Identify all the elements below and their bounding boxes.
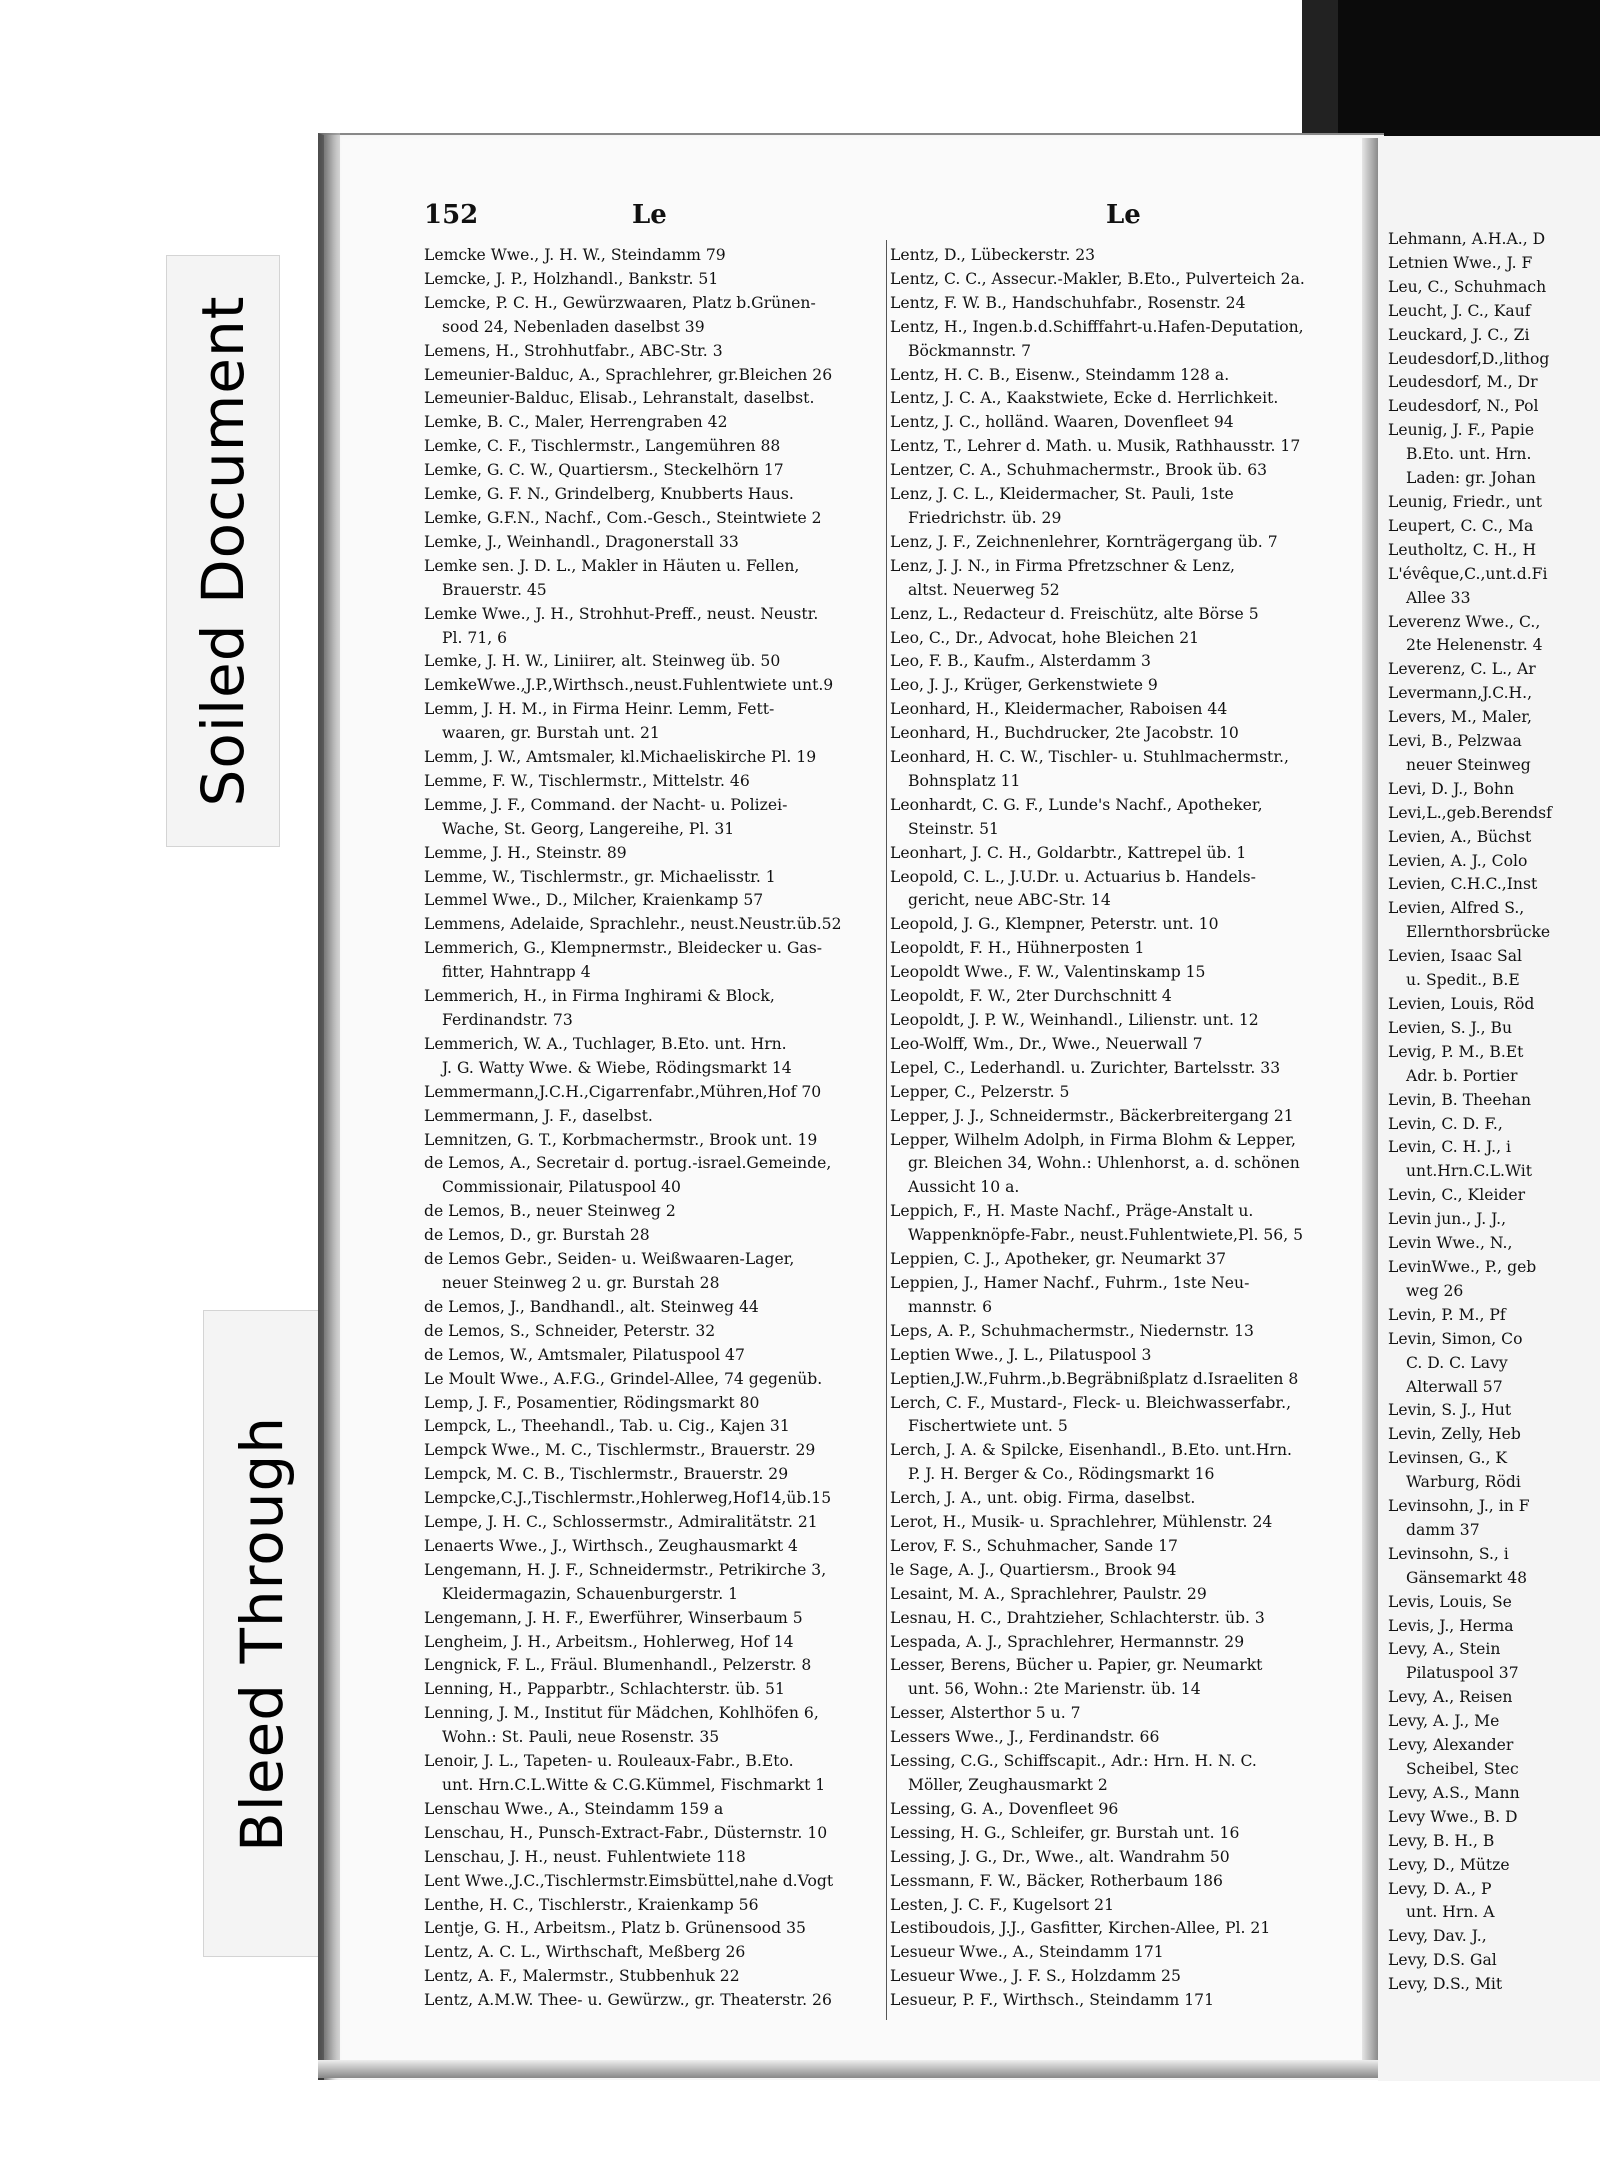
directory-entry: Lentz, H., Ingen.b.d.Schifffahrt-u.Hafen-Deputation, xyxy=(890,317,1304,336)
directory-entry: de Lemos Gebr., Seiden- u. Weißwaaren-Lager, xyxy=(424,1250,795,1269)
directory-entry: Levin, S. J., Hut xyxy=(1388,1401,1512,1420)
bleed-through-label xyxy=(203,1310,321,1957)
directory-entry: de Lemos, W., Amtsmaler, Pilatuspool 47 xyxy=(424,1345,745,1364)
soiled-document-label-text: Soiled Document xyxy=(189,295,257,807)
directory-entry: Lemke, J. H. W., Liniirer, alt. Steinweg üb. 50 xyxy=(424,652,781,671)
directory-entry: Lesser, Berens, Bücher u. Papier, gr. Neumarkt xyxy=(890,1656,1263,1675)
directory-entry: Fischertwiete unt. 5 xyxy=(908,1417,1068,1436)
directory-entry: Lenthe, H. C., Tischlerstr., Kraienkamp 56 xyxy=(424,1895,759,1914)
directory-entry: Levin, C. D. F., xyxy=(1388,1114,1503,1133)
directory-entry: Lenz, J. F., Zeichnenlehrer, Kornträgergang üb. 7 xyxy=(890,532,1278,551)
directory-entry: Levien, Alfred S., xyxy=(1388,899,1525,918)
directory-entry: Lerch, J. A. & Spilcke, Eisenhandl., B.Eto. unt.Hrn. xyxy=(890,1441,1292,1460)
directory-entry: Lent Wwe.,J.C.,Tischlermstr.Eimsbüttel,nahe d.Vogt xyxy=(424,1871,834,1890)
page-number: 152 xyxy=(424,200,479,230)
directory-entry: Leopold, J. G., Klempner, Peterstr. unt. 10 xyxy=(890,915,1219,934)
directory-entry: Levi,L.,geb.Berendsf xyxy=(1388,803,1552,822)
directory-entry: Ferdinandstr. 73 xyxy=(442,1011,573,1029)
directory-entry: Lengemann, H. J. F., Schneidermstr., Petrikirche 3, xyxy=(424,1560,827,1579)
directory-entry: Alterwall 57 xyxy=(1406,1377,1503,1396)
directory-entry: Leo-Wolff, Wm., Dr., Wwe., Neuerwall 7 xyxy=(890,1034,1203,1053)
directory-entry: Lemeunier-Balduc, Elisab., Lehranstalt, daselbst. xyxy=(424,389,815,408)
directory-entry: Lestiboudois, J.J., Gasfitter, Kirchen-Allee, Pl. 21 xyxy=(890,1919,1271,1938)
directory-entry: Lesten, J. C. F., Kugelsort 21 xyxy=(890,1895,1114,1914)
directory-entry: Lessmann, F. W., Bäcker, Rotherbaum 186 xyxy=(890,1871,1223,1890)
directory-entry: Lessing, J. G., Dr., Wwe., alt. Wandrahm 50 xyxy=(890,1847,1230,1866)
spine-shadow xyxy=(318,133,340,2078)
directory-entry: de Lemos, J., Bandhandl., alt. Steinweg 44 xyxy=(424,1297,759,1316)
directory-entry: Leo, C., Dr., Advocat, hohe Bleichen 21 xyxy=(890,628,1200,647)
directory-entry: Lenschau, H., Punsch-Extract-Fabr., Düsternstr. 10 xyxy=(424,1823,828,1842)
directory-entry: Levien, S. J., Bu xyxy=(1388,1018,1513,1037)
directory-entry: Böckmannstr. 7 xyxy=(908,341,1032,360)
directory-entry: altst. Neuerweg 52 xyxy=(908,580,1060,599)
directory-entry: Lerch, C. F., Mustard-, Fleck- u. Bleichwasserfabr., xyxy=(890,1393,1292,1412)
directory-entry: L'évêque,C.,unt.d.Fi xyxy=(1388,564,1548,583)
directory-entry: Leppien, J., Hamer Nachf., Fuhrm., 1ste Neu- xyxy=(890,1273,1250,1292)
directory-entry: Lesueur Wwe., J. F. S., Holzdamm 25 xyxy=(890,1967,1181,1986)
directory-entry: Wohn.: St. Pauli, neue Rosenstr. 35 xyxy=(442,1728,720,1747)
directory-entry: Leopold, C. L., J.U.Dr. u. Actuarius b. Handels- xyxy=(890,867,1256,886)
directory-entry: Levinsohn, J., in F xyxy=(1388,1497,1530,1516)
directory-entry: Lemme, J. H., Steinstr. 89 xyxy=(424,843,627,862)
directory-entry: Lemke, G. F. N., Grindelberg, Knubberts Haus. xyxy=(424,485,794,504)
directory-entry: Lentz, A.M.W. Thee- u. Gewürzw., gr. Theaterstr. 26 xyxy=(424,1991,832,2010)
directory-entry: Levien, A., Büchst xyxy=(1388,827,1532,846)
directory-entry: Lemmerich, W. A., Tuchlager, B.Eto. unt. Hrn. xyxy=(424,1034,787,1053)
directory-entry: Lempcke,C.J.,Tischlermstr.,Hohlerweg,Hof14,üb.15 xyxy=(424,1489,832,1508)
directory-entry: Levin, Zelly, Heb xyxy=(1388,1425,1521,1444)
directory-entry: Aussicht 10 a. xyxy=(908,1178,1020,1197)
right-running-head: Le xyxy=(1106,200,1141,230)
directory-entry: Levinsen, G., K xyxy=(1388,1449,1508,1468)
directory-entry: Lessing, C.G., Schiffscapit., Adr.: Hrn. H. N. C. xyxy=(890,1752,1257,1771)
directory-entry: Lemke, J., Weinhandl., Dragonerstall 33 xyxy=(424,532,739,551)
directory-entry: Levy, A., Reisen xyxy=(1388,1688,1513,1707)
directory-entry: unt. Hrn.C.L.Witte & C.G.Kümmel, Fischmarkt 1 xyxy=(442,1776,826,1794)
directory-entry: Leutholtz, C. H., H xyxy=(1388,540,1537,559)
directory-entry: Lesueur, P. F., Wirthsch., Steindamm 171 xyxy=(890,1991,1214,2010)
directory-entry: Levy, D. A., P xyxy=(1388,1879,1492,1898)
directory-entry: Lesueur Wwe., A., Steindamm 171 xyxy=(890,1943,1164,1962)
directory-entry: Levers, M., Maler, xyxy=(1388,708,1533,727)
directory-entry: Lengemann, J. H. F., Ewerführer, Winserbaum 5 xyxy=(424,1608,803,1627)
directory-entry: Leptien Wwe., J. L., Pilatuspool 3 xyxy=(890,1345,1152,1364)
directory-entry: neuer Steinweg xyxy=(1406,755,1531,774)
directory-entry: unt. 56, Wohn.: 2te Marienstr. üb. 14 xyxy=(908,1680,1201,1699)
directory-entry: Levin, B. Theehan xyxy=(1388,1090,1531,1109)
directory-entry: Lentz, C. C., Assecur.-Makler, B.Eto., Pulverteich 2a. xyxy=(890,269,1305,288)
directory-entry: Adr. b. Portier xyxy=(1406,1066,1518,1085)
directory-entry: Lessing, H. G., Schleifer, gr. Burstah unt. 16 xyxy=(890,1823,1240,1842)
black-tape-corner xyxy=(1302,0,1600,136)
directory-entry: Commissionair, Pilatuspool 40 xyxy=(442,1178,681,1197)
directory-entry: Lempck, M. C. B., Tischlermstr., Brauerstr. 29 xyxy=(424,1465,789,1484)
directory-entry: Brauerstr. 45 xyxy=(442,580,547,599)
directory-entry: Levin, Simon, Co xyxy=(1388,1329,1523,1348)
directory-entry: Lentje, G. H., Arbeitsm., Platz b. Grünensood 35 xyxy=(424,1919,806,1938)
directory-entry: Lesaint, M. A., Sprachlehrer, Paulstr. 29 xyxy=(890,1584,1207,1603)
directory-entry: weg 26 xyxy=(1406,1281,1464,1300)
directory-entry: Leu, C., Schuhmach xyxy=(1388,277,1547,296)
directory-entry: Lerot, H., Musik- u. Sprachlehrer, Mühlenstr. 24 xyxy=(890,1513,1273,1532)
directory-entry: Lepel, C., Lederhandl. u. Zurichter, Bartelsstr. 33 xyxy=(890,1058,1281,1077)
directory-entry: Leps, A. P., Schuhmachermstr., Niedernstr. 13 xyxy=(890,1321,1254,1340)
directory-entry: gr. Bleichen 34, Wohn.: Uhlenhorst, a. d. schönen xyxy=(908,1154,1300,1173)
directory-entry: Lesnau, H. C., Drahtzieher, Schlachterstr. üb. 3 xyxy=(890,1608,1265,1627)
directory-entry: Levien, Isaac Sal xyxy=(1388,947,1522,966)
directory-entry: Levin, C., Kleider xyxy=(1388,1186,1526,1205)
directory-entry: Lemmerich, H., in Firma Inghirami & Block, xyxy=(424,987,775,1006)
directory-entry: P. J. H. Berger & Co., Rödingsmarkt 16 xyxy=(908,1465,1215,1484)
directory-entry: Leudesdorf, N., Pol xyxy=(1388,397,1539,416)
directory-entry: unt. Hrn. A xyxy=(1406,1903,1495,1922)
directory-entry: Levien, Louis, Röd xyxy=(1388,995,1535,1013)
directory-entry: Pilatuspool 37 xyxy=(1406,1664,1519,1683)
left-column xyxy=(424,244,886,2013)
directory-entry: Levy, A.S., Mann xyxy=(1388,1783,1520,1802)
directory-entry: Leo, F. B., Kaufm., Alsterdamm 3 xyxy=(890,652,1151,671)
directory-entry: Leopoldt, F. W., 2ter Durchschnitt 4 xyxy=(890,987,1172,1006)
directory-entry: Levy, D., Mütze xyxy=(1388,1855,1510,1874)
directory-entry: Leucht, J. C., Kauf xyxy=(1388,301,1531,320)
directory-entry: Leonhardt, C. G. F., Lunde's Nachf., Apotheker, xyxy=(890,795,1263,814)
directory-entry: Levis, Louis, Se xyxy=(1388,1592,1512,1611)
directory-entry: de Lemos, B., neuer Steinweg 2 xyxy=(424,1202,676,1221)
directory-entry: de Lemos, A., Secretair d. portug.-israel.Gemeinde, xyxy=(424,1154,832,1173)
directory-entry: Lemmermann,J.C.H.,Cigarrenfabr.,Mühren,Hof 70 xyxy=(424,1082,822,1101)
directory-entry: Lerov, F. S., Schuhmacher, Sande 17 xyxy=(890,1536,1178,1555)
directory-entry: Laden: gr. Johan xyxy=(1406,469,1536,488)
directory-entry: Levin jun., J. J., xyxy=(1388,1210,1507,1229)
directory-entry: le Sage, A. J., Quartiersm., Brook 94 xyxy=(890,1560,1177,1579)
directory-entry: Levien, C.H.C.,Inst xyxy=(1388,875,1538,894)
directory-entry: neuer Steinweg 2 u. gr. Burstah 28 xyxy=(442,1273,720,1292)
directory-entry: Lemmens, Adelaide, Sprachlehr., neust.Neustr.üb.52 xyxy=(424,915,842,934)
directory-entry: Lenoir, J. L., Tapeten- u. Rouleaux-Fabr., B.Eto. xyxy=(424,1752,794,1771)
directory-entry: Lemp, J. F., Posamentier, Rödingsmarkt 80 xyxy=(424,1393,760,1412)
directory-entry: Lenning, J. M., Institut für Mädchen, Kohlhöfen 6, xyxy=(424,1704,819,1723)
directory-entry: Levy, D.S. Gal xyxy=(1388,1951,1497,1970)
directory-entry: Lempe, J. H. C., Schlossermstr., Admiralitätstr. 21 xyxy=(424,1513,818,1532)
directory-entry: Levy, Alexander xyxy=(1388,1736,1514,1755)
directory-entry: Le Moult Wwe., A.F.G., Grindel-Allee, 74 gegenüb. xyxy=(424,1369,823,1388)
directory-entry: Allee 33 xyxy=(1406,588,1471,607)
directory-entry: Lenaerts Wwe., J., Wirthsch., Zeughausmarkt 4 xyxy=(424,1536,798,1555)
directory-entry: Lentzer, C. A., Schuhmachermstr., Brook üb. 63 xyxy=(890,461,1268,480)
directory-entry: Lemm, J. W., Amtsmaler, kl.Michaeliskirche Pl. 19 xyxy=(424,748,817,767)
directory-entry: Möller, Zeughausmarkt 2 xyxy=(908,1776,1108,1794)
directory-entry: Lemke, C. F., Tischlermstr., Langemühren 88 xyxy=(424,437,781,456)
directory-entry: Lentz, A. C. L., Wirthschaft, Meßberg 26 xyxy=(424,1943,746,1962)
directory-entry: Leonhard, H., Kleidermacher, Raboisen 44 xyxy=(890,700,1228,719)
directory-entry: Levy, A. J., Me xyxy=(1388,1712,1500,1731)
directory-entry: Levin, P. M., Pf xyxy=(1388,1305,1506,1324)
directory-entry: Lemke sen. J. D. L., Makler in Häuten u. Fellen, xyxy=(424,556,800,575)
directory-entry: Wache, St. Georg, Langereihe, Pl. 31 xyxy=(442,819,735,838)
directory-entry: Lemcke, P. C. H., Gewürzwaaren, Platz b.Grünen- xyxy=(424,293,816,312)
directory-entry: Lemens, H., Strohhutfabr., ABC-Str. 3 xyxy=(424,341,723,360)
directory-entry: Lemme, J. F., Command. der Nacht- u. Polizei- xyxy=(424,795,788,814)
directory-entry: Leonhart, J. C. H., Goldarbtr., Kattrepel üb. 1 xyxy=(890,843,1247,862)
directory-entry: Lenning, H., Papparbtr., Schlachterstr. üb. 51 xyxy=(424,1680,785,1699)
directory-entry: Lenz, L., Redacteur d. Freischütz, alte Börse 5 xyxy=(890,604,1259,623)
directory-entry: B.Eto. unt. Hrn. xyxy=(1406,445,1532,464)
directory-entry: Levin, C. H. J., i xyxy=(1388,1138,1512,1157)
directory-entry: J. G. Watty Wwe. & Wiebe, Rödingsmarkt 14 xyxy=(442,1058,792,1077)
directory-entry: Scheibel, Stec xyxy=(1406,1760,1519,1778)
directory-entry: Lentz, J. C., holländ. Waaren, Dovenfleet 94 xyxy=(890,413,1234,432)
directory-entry: Levy, B. H., B xyxy=(1388,1831,1495,1850)
directory-entry: unt.Hrn.C.L.Wit xyxy=(1406,1162,1533,1181)
directory-entry: Lespada, A. J., Sprachlehrer, Hermannstr. 29 xyxy=(890,1632,1245,1651)
directory-entry: 2te Helenenstr. 4 xyxy=(1406,636,1543,655)
directory-entry: Levi, B., Pelzwaa xyxy=(1388,732,1522,751)
directory-entry: Friedrichstr. üb. 29 xyxy=(908,508,1062,527)
directory-entry: Wappenknöpfe-Fabr., neust.Fuhlentwiete,Pl. 56, 5 xyxy=(908,1226,1304,1245)
directory-entry: Lemm, J. H. M., in Firma Heinr. Lemm, Fett- xyxy=(424,700,775,719)
directory-entry: Levinsohn, S., i xyxy=(1388,1544,1509,1563)
directory-entry: Pl. 71, 6 xyxy=(442,628,508,647)
directory-entry: Levin Wwe., N., xyxy=(1388,1234,1513,1253)
directory-entry: Steinstr. 51 xyxy=(908,819,999,838)
directory-entry: Leverenz, C. L., Ar xyxy=(1388,660,1536,679)
directory-entry: Warburg, Rödi xyxy=(1406,1473,1521,1492)
directory-entry: Lenschau Wwe., A., Steindamm 159 a xyxy=(424,1799,724,1818)
directory-entry: fitter, Hahntrapp 4 xyxy=(442,963,591,982)
directory-entry: Lehmann, A.H.A., D xyxy=(1388,230,1546,248)
directory-entry: Leopoldt Wwe., F. W., Valentinskamp 15 xyxy=(890,963,1206,982)
directory-entry: Leunig, Friedr., unt xyxy=(1388,492,1542,511)
directory-entry: Lepper, C., Pelzerstr. 5 xyxy=(890,1082,1070,1101)
directory-entry: de Lemos, D., gr. Burstah 28 xyxy=(424,1226,650,1245)
directory-entry: Levy, A., Stein xyxy=(1388,1640,1501,1659)
facing-page-column xyxy=(1388,228,1600,1997)
directory-entry: Lemcke Wwe., J. H. W., Steindamm 79 xyxy=(424,246,726,264)
directory-entry: damm 37 xyxy=(1406,1520,1480,1539)
directory-entry: Lentz, T., Lehrer d. Math. u. Musik, Rathhausstr. 17 xyxy=(890,437,1301,456)
page-bottom-edge xyxy=(318,2060,1378,2078)
directory-entry: Lepper, Wilhelm Adolph, in Firma Blohm & Lepper, xyxy=(890,1130,1296,1149)
directory-entry: Letnien Wwe., J. F xyxy=(1388,253,1533,272)
directory-entry: Lentz, A. F., Malermstr., Stubbenhuk 22 xyxy=(424,1967,740,1986)
directory-entry: Levy Wwe., B. D xyxy=(1388,1807,1518,1826)
directory-entry: C. D. C. Lavy xyxy=(1406,1353,1508,1372)
directory-entry: Lessers Wwe., J., Ferdinandstr. 66 xyxy=(890,1728,1160,1747)
directory-entry: Leptien,J.W.,Fuhrm.,b.Begräbnißplatz d.Israeliten 8 xyxy=(890,1369,1299,1388)
directory-entry: Levien, A. J., Colo xyxy=(1388,851,1528,870)
directory-entry: Leupert, C. C., Ma xyxy=(1388,516,1534,535)
directory-entry: Leunig, J. F., Papie xyxy=(1388,421,1535,440)
directory-entry: Levig, P. M., B.Et xyxy=(1388,1042,1524,1061)
directory-entry: LemkeWwe.,J.P.,Wirthsch.,neust.Fuhlentwiete unt.9 xyxy=(424,676,834,695)
directory-entry: Lemme, W., Tischlermstr., gr. Michaelisstr. 1 xyxy=(424,867,776,886)
column-rule xyxy=(886,240,887,2020)
tape-edge xyxy=(1302,0,1338,136)
directory-entry: Lemmel Wwe., D., Milcher, Kraienkamp 57 xyxy=(424,891,764,910)
directory-entry: Lentz, D., Lübeckerstr. 23 xyxy=(890,246,1096,264)
directory-entry: Leudesdorf, M., Dr xyxy=(1388,373,1538,392)
directory-entry: Lemmermann, J. F., daselbst. xyxy=(424,1106,653,1125)
directory-entry: Lenz, J. J. N., in Firma Pfretzschner & Lenz, xyxy=(890,556,1235,575)
directory-entry: Leopoldt, F. H., Hühnerposten 1 xyxy=(890,939,1145,958)
directory-entry: de Lemos, S., Schneider, Peterstr. 32 xyxy=(424,1321,716,1340)
directory-entry: Levis, J., Herma xyxy=(1388,1616,1514,1635)
directory-entry: LevinWwe., P., geb xyxy=(1388,1257,1537,1276)
directory-entry: Leopoldt, J. P. W., Weinhandl., Lilienstr. unt. 12 xyxy=(890,1011,1259,1029)
directory-entry: Lemme, F. W., Tischlermstr., Mittelstr. 46 xyxy=(424,771,750,790)
directory-entry: Lengnick, F. L., Fräul. Blumenhandl., Pelzerstr. 8 xyxy=(424,1656,812,1675)
directory-entry: u. Spedit., B.E xyxy=(1406,971,1520,990)
bleed-through-label-text: Bleed Through xyxy=(228,1415,296,1852)
left-running-head: Le xyxy=(632,200,667,230)
directory-entry: Lemke, B. C., Maler, Herrengraben 42 xyxy=(424,413,728,432)
directory-entry: Levy, Dav. J., xyxy=(1388,1927,1487,1946)
directory-entry: gericht, neue ABC-Str. 14 xyxy=(908,891,1111,910)
directory-entry: waaren, gr. Burstah unt. 21 xyxy=(442,724,660,743)
directory-entry: Lemnitzen, G. T., Korbmachermstr., Brook unt. 19 xyxy=(424,1130,818,1149)
directory-entry: Leonhard, H. C. W., Tischler- u. Stuhlmachermstr., xyxy=(890,748,1289,767)
directory-entry: Lepper, J. J., Schneidermstr., Bäckerbreitergang 21 xyxy=(890,1106,1294,1125)
directory-entry: Lempck, L., Theehandl., Tab. u. Cig., Kajen 31 xyxy=(424,1417,790,1436)
directory-entry: Leppien, C. J., Apotheker, gr. Neumarkt 37 xyxy=(890,1250,1227,1269)
directory-entry: Leudesdorf,D.,lithog xyxy=(1388,349,1550,368)
directory-entry: Leppich, F., H. Maste Nachf., Präge-Anstalt u. xyxy=(890,1202,1254,1221)
page-gutter xyxy=(1362,138,1378,2078)
directory-entry: Lesser, Alsterthor 5 u. 7 xyxy=(890,1704,1081,1723)
directory-entry: Lemcke, J. P., Holzhandl., Bankstr. 51 xyxy=(424,269,719,288)
soiled-document-label xyxy=(166,255,280,847)
directory-entry: Leo, J. J., Krüger, Gerkenstwiete 9 xyxy=(890,676,1158,695)
directory-entry: Lenschau, J. H., neust. Fuhlentwiete 118 xyxy=(424,1847,746,1866)
directory-entry: Levi, D. J., Bohn xyxy=(1388,779,1514,798)
directory-entry: Bohnsplatz 11 xyxy=(908,771,1021,790)
directory-entry: Leverenz Wwe., C., xyxy=(1388,612,1541,631)
directory-entry: Lentz, F. W. B., Handschuhfabr., Rosenstr. 24 xyxy=(890,293,1246,312)
directory-entry: Kleidermagazin, Schauenburgerstr. 1 xyxy=(442,1584,739,1603)
directory-entry: Lemke, G.F.N., Nachf., Com.-Gesch., Steintwiete 2 xyxy=(424,508,822,527)
directory-entry: Lemmerich, G., Klempnermstr., Bleidecker u. Gas- xyxy=(424,939,822,958)
directory-entry: Lemke Wwe., J. H., Strohhut-Preff., neust. Neustr. xyxy=(424,604,819,623)
directory-entry: Lengheim, J. H., Arbeitsm., Hohlerweg, Hof 14 xyxy=(424,1632,794,1651)
directory-entry: Lenz, J. C. L., Kleidermacher, St. Pauli, 1ste xyxy=(890,485,1234,504)
directory-entry: Lentz, J. C. A., Kaakstwiete, Ecke d. Herrlichkeit. xyxy=(890,389,1279,408)
directory-entry: Gänsemarkt 48 xyxy=(1406,1568,1528,1587)
directory-entry: sood 24, Nebenladen daselbst 39 xyxy=(442,317,705,336)
directory-entry: Leonhard, H., Buchdrucker, 2te Jacobstr. 10 xyxy=(890,724,1239,743)
directory-entry: Lessing, G. A., Dovenfleet 96 xyxy=(890,1799,1119,1818)
directory-entry: Lemke, G. C. W., Quartiersm., Steckelhörn 17 xyxy=(424,461,784,480)
directory-entry: Levy, D.S., Mit xyxy=(1388,1975,1503,1994)
middle-column xyxy=(890,244,1352,2013)
directory-entry: Lemeunier-Balduc, A., Sprachlehrer, gr.Bleichen 26 xyxy=(424,365,833,384)
directory-entry: Lentz, H. C. B., Eisenw., Steindamm 128 a. xyxy=(890,365,1230,384)
directory-entry: Levermann,J.C.H., xyxy=(1388,684,1533,703)
directory-entry: Ellernthorsbrücke xyxy=(1406,923,1551,942)
directory-entry: Lempck Wwe., M. C., Tischlermstr., Brauerstr. 29 xyxy=(424,1441,816,1460)
directory-entry: mannstr. 6 xyxy=(908,1297,993,1316)
directory-entry: Leuckard, J. C., Zi xyxy=(1388,325,1530,344)
directory-entry: Lerch, J. A., unt. obig. Firma, daselbst. xyxy=(890,1489,1196,1508)
